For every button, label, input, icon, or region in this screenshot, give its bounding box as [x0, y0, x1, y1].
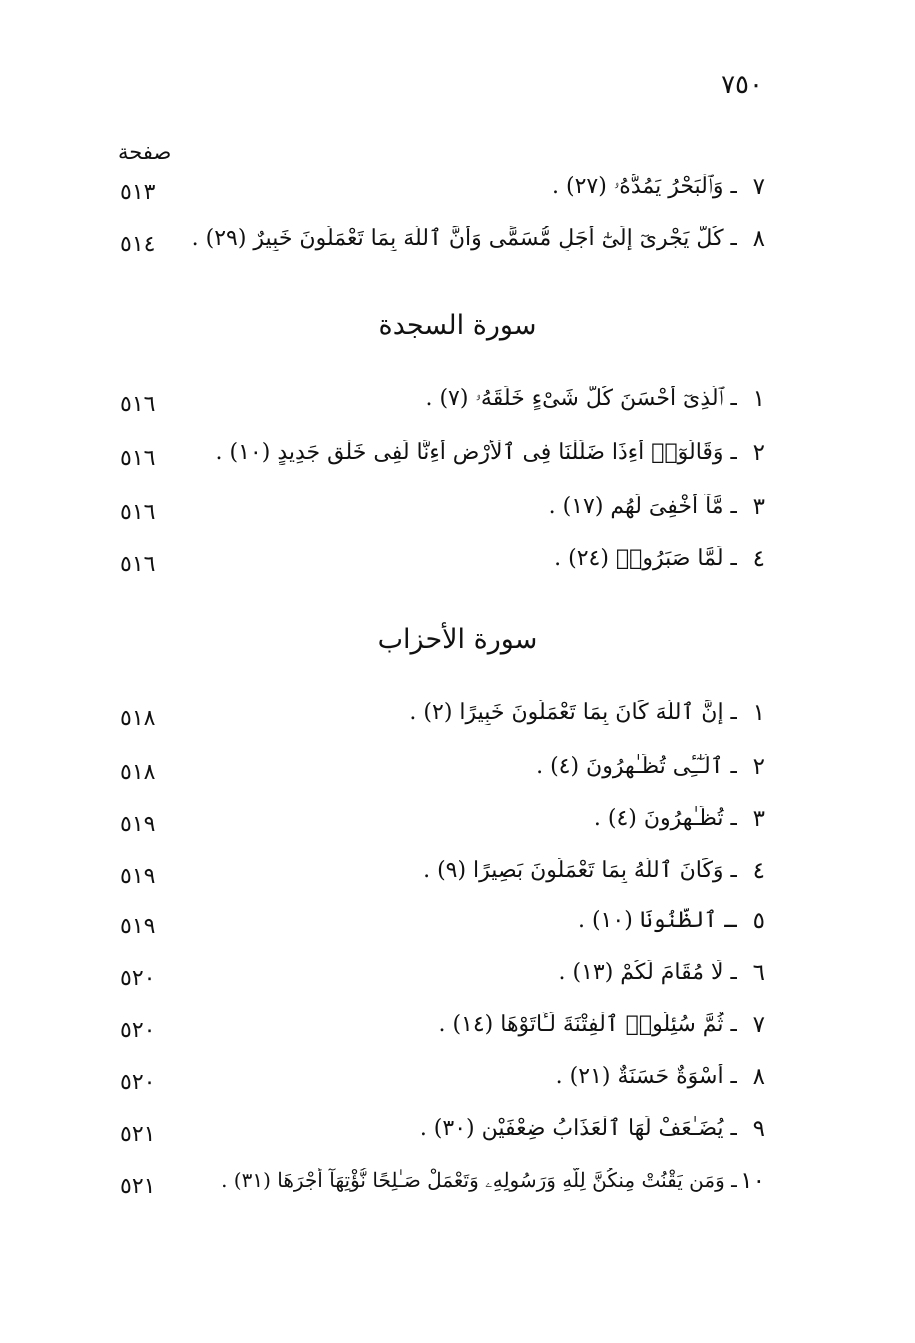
- entry-number: ٤: [752, 858, 765, 884]
- entry-number: ٨: [752, 226, 765, 252]
- entry-page-ref: ٥١٩: [120, 812, 156, 837]
- entry-number: ٧: [752, 1012, 765, 1038]
- entry-page-ref: ٥١٣: [120, 180, 156, 205]
- entry-page-ref: ٥١٤: [120, 232, 156, 257]
- entry-number: ٥: [752, 908, 765, 934]
- index-entry: [0, 440, 915, 484]
- entry-page-ref: ٥١٨: [120, 706, 156, 731]
- entry-number: ٨: [752, 1064, 765, 1090]
- index-entry: [0, 174, 915, 218]
- entry-text: ـ ثُمَّ سُئِلُوا۟ ٱلْفِتْنَةَ لَـَٔاتَوْهَا (١٤) .: [438, 1012, 737, 1037]
- index-entry: [0, 754, 915, 798]
- entry-text: ـ لَا مُقَامَ لَكُمْ (١٣) .: [558, 960, 737, 985]
- entry-text: ـ ٱلَّـٰٓـِٔى تُظَـٰهِرُونَ (٤) .: [536, 754, 737, 779]
- entry-page-ref: ٥١٦: [120, 500, 156, 525]
- entry-text: ـ ٱلظُّنُونَا (١٠) .: [577, 908, 737, 933]
- section-title-ahzab: سورة الأحزاب: [377, 624, 538, 655]
- index-entry: [0, 908, 915, 952]
- index-entry: [0, 494, 915, 538]
- entry-text: ـ وَكَانَ ٱللَّهُ بِمَا تَعْمَلُونَ بَصِيرًا (٩) .: [423, 858, 737, 883]
- entry-number: ٣: [752, 494, 765, 520]
- page-column-header: صفحة: [118, 140, 172, 164]
- entry-text: ـ وَٱلْبَحْرُ يَمُدُّهُۥ (٢٧) .: [552, 174, 737, 199]
- entry-page-ref: ٥١٦: [120, 552, 156, 577]
- section-title-sajda: سورة السجدة: [378, 310, 537, 341]
- index-entry: [0, 1064, 915, 1108]
- entry-number: ٢: [752, 754, 765, 780]
- entry-number: ١: [752, 386, 765, 412]
- entry-text: ـ أُسْوَةٌ حَسَنَةٌ (٢١) .: [555, 1064, 737, 1089]
- entry-text: ـ ٱلَّذِىٓ أَحْسَنَ كُلَّ شَىْءٍ خَلَقَهُۥ (٧) .: [425, 386, 737, 411]
- entry-page-ref: ٥٢٠: [120, 1070, 156, 1095]
- entry-text: ـ وَقَالُوٓا۟ أَءِذَا ضَلَلْنَا فِى ٱلْأَرْضِ أَءِنَّا لَفِى خَلْقٍ جَدِيدٍ (١٠) .: [215, 440, 737, 465]
- index-entry: [0, 226, 915, 270]
- entry-text: ـ يُضَـٰعَفْ لَهَا ٱلْعَذَابُ ضِعْفَيْنِ (٣٠) .: [419, 1116, 737, 1141]
- entry-page-ref: ٥٢٠: [120, 1018, 156, 1043]
- index-entry: [0, 1168, 915, 1212]
- entry-number: ٣: [752, 806, 765, 832]
- entry-page-ref: ٥٢١: [120, 1122, 156, 1147]
- entry-page-ref: ٥١٦: [120, 392, 156, 417]
- index-entry: [0, 960, 915, 1004]
- index-entry: [0, 1012, 915, 1056]
- index-entry: [0, 386, 915, 430]
- entry-page-ref: ٥٢١: [120, 1174, 156, 1199]
- index-entry: [0, 700, 915, 744]
- entry-page-ref: ٥١٦: [120, 446, 156, 471]
- index-entry: [0, 1116, 915, 1160]
- page-number: ٧٥٠: [721, 70, 763, 100]
- entry-number: ٧: [752, 174, 765, 200]
- entry-text: ـ لَمَّا صَبَرُوا۟ (٢٤) .: [554, 546, 737, 571]
- entry-number: ٩: [752, 1116, 765, 1142]
- entry-text: ـ كُلٌّ يَجْرِىٓ إِلَىٰٓ أَجَلٍ مُّسَمًّى وَأَنَّ ٱللَّهَ بِمَا تَعْمَلُونَ خَبِيرٌ (٢٩) .: [191, 226, 737, 251]
- entry-page-ref: ٥١٨: [120, 760, 156, 785]
- index-entry: [0, 858, 915, 902]
- entry-text: ـ مَّآ أُخْفِىَ لَهُم (١٧) .: [548, 494, 737, 519]
- entry-number: ١: [752, 700, 765, 726]
- entry-number: ٢: [752, 440, 765, 466]
- index-entry: [0, 546, 915, 590]
- entry-page-ref: ٥١٩: [120, 914, 156, 939]
- index-entry: [0, 806, 915, 850]
- entry-number: ٦: [752, 960, 765, 986]
- entry-number: ١٠: [740, 1168, 765, 1194]
- entry-text: ـ وَمَن يَقْنُتْ مِنكُنَّ لِلَّهِ وَرَسُولِهِۦ وَتَعْمَلْ صَـٰلِحًا نُّؤْتِهَآ أَجْرَهَا (٣١) .: [221, 1168, 737, 1192]
- entry-number: ٤: [752, 546, 765, 572]
- entry-page-ref: ٥٢٠: [120, 966, 156, 991]
- entry-text: ـ تُظَـٰهِرُونَ (٤) .: [593, 806, 737, 831]
- entry-page-ref: ٥١٩: [120, 864, 156, 889]
- entry-text: ـ إِنَّ ٱللَّهَ كَانَ بِمَا تَعْمَلُونَ خَبِيرًا (٢) .: [409, 700, 737, 725]
